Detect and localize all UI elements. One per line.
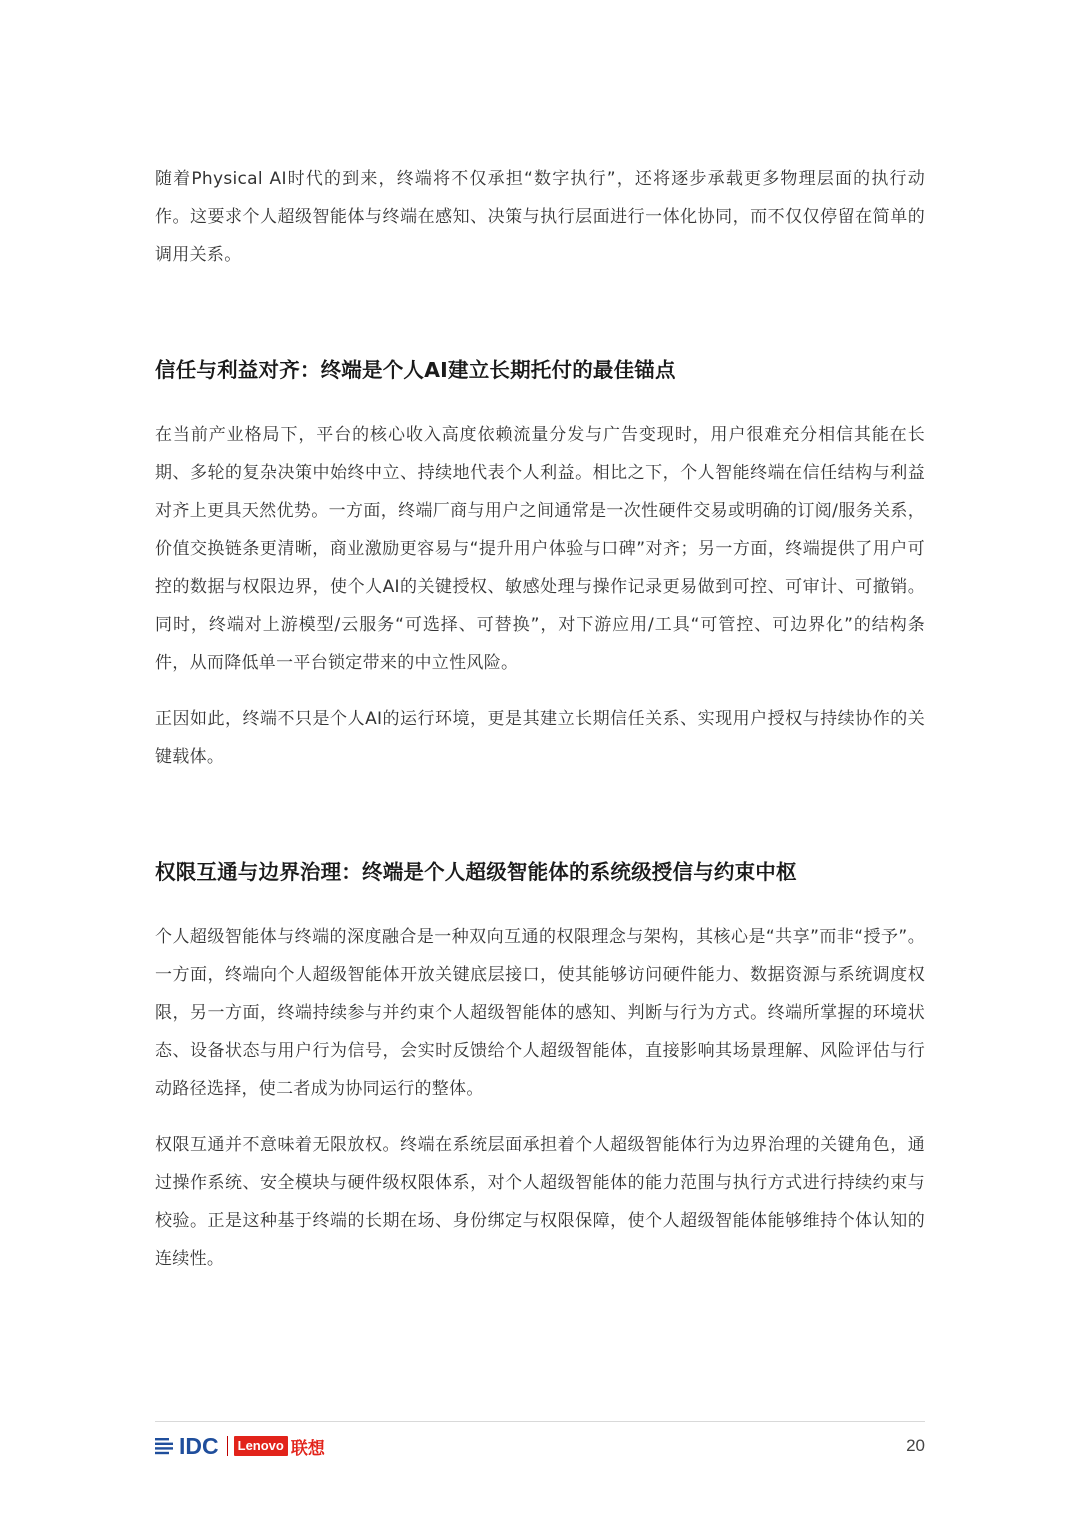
page-footer: [155, 1431, 925, 1461]
section-heading-trust: 信任与利益对齐：终端是个人AI建立长期托付的最佳锚点: [155, 358, 676, 382]
idc-logo-text: IDC: [179, 1432, 219, 1459]
footer-divider: [155, 1421, 925, 1422]
permissions-paragraph-2: 权限互通并不意味着无限放权。终端在系统层面承担着个人超级智能体行为边界治理的关键角色，通过操作系统、安全模块与硬件级权限体系，对个人超级智能体的能力范围与执行方式进行持续约束与校验。正是这种基于终端的长期在场、身份绑定与权限保障，使个人超级智能体能够维持个体认知的连续性。: [155, 1135, 925, 1269]
trust-paragraph-2: 正因如此，终端不只是个人AI的运行环境，更是其建立长期信任关系、实现用户授权与持续协作的关键载体。: [155, 709, 925, 767]
section-heading-permissions: 权限互通与边界治理：终端是个人超级智能体的系统级授信与约束中枢: [155, 860, 797, 884]
lenovo-chinese-logo: 联想: [290, 1438, 325, 1459]
lenovo-logo: Lenovo: [234, 1436, 288, 1456]
page-number: 20: [906, 1436, 925, 1455]
idc-stripes-icon: [155, 1436, 177, 1456]
logo-divider: [227, 1436, 228, 1456]
permissions-paragraph-1: 个人超级智能体与终端的深度融合是一种双向互通的权限理念与架构，其核心是“共享”而非“授予”。一方面，终端向个人超级智能体开放关键底层接口，使其能够访问硬件能力、数据资源与系统调度权限，另一方面，终端持续参与并约束个人超级智能体的感知、判断与行为方式。终端所掌握的环境状态、设备状态与用户行为信号，会实时反馈给个人超级智能体，直接影响其场景理解、风险评估与行动路径选择，使二者成为协同运行的整体。: [155, 927, 925, 1099]
intro-paragraph: 随着Physical AI时代的到来，终端将不仅承担“数字执行”，还将逐步承载更多物理层面的执行动作。这要求个人超级智能体与终端在感知、决策与执行层面进行一体化协同，而不仅仅停留在简单的调用关系。: [155, 169, 925, 265]
footer-logos: [155, 1433, 325, 1460]
page-content: [155, 160, 925, 1278]
idc-logo: [155, 1433, 219, 1460]
trust-paragraph-1: 在当前产业格局下，平台的核心收入高度依赖流量分发与广告变现时，用户很难充分相信其能在长期、多轮的复杂决策中始终中立、持续地代表个人利益。相比之下，个人智能终端在信任结构与利益对齐上更具天然优势。一方面，终端厂商与用户之间通常是一次性硬件交易或明确的订阅/服务关系，价值交换链条更清晰，商业激励更容易与“提升用户体验与口碑”对齐；另一方面，终端提供了用户可控的数据与权限边界，使个人AI的关键授权、敏感处理与操作记录更易做到可控、可审计、可撤销。同时，终端对上游模型/云服务“可选择、可替换”，对下游应用/工具“可管控、可边界化”的结构条件，从而降低单一平台锁定带来的中立性风险。: [155, 425, 925, 673]
